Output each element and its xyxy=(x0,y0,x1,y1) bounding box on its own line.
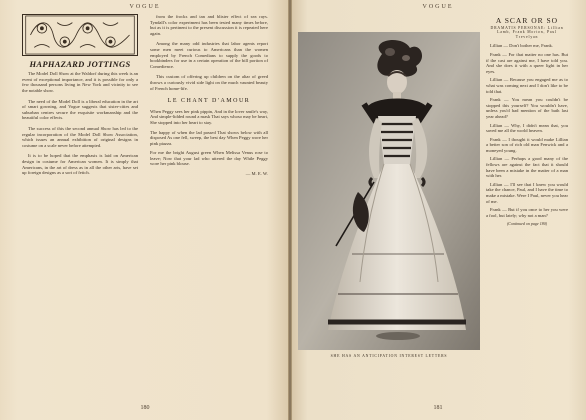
section-title: HAPHAZARD JOTTINGS xyxy=(29,58,131,69)
paragraph: Frank — I thought it would make Lillian a better son of rich old man Fenwick and a moneyed young. xyxy=(486,136,568,153)
paragraph: This custom of offering up children on the altar of greed throws a curiously vivid side light on the much vaunted beauty of French home-life. xyxy=(150,74,268,91)
continued-note: (Continued on page 180) xyxy=(506,221,548,227)
paragraph: Lillian — Don't bother me, Frank. xyxy=(490,43,553,49)
paragraph: Among the many odd industries that labor agents report some men meet curious to Americans than the women employed by French Comedians to supply the goods to bookbinders for use in a certain operation of the bill portion of Comedience. xyxy=(150,41,268,69)
paragraph: Frank — You mean you couldn't be stopped this yourself? You wouldn't have, unless you'd had mention of the bath last year ahead? xyxy=(486,97,568,119)
fashion-portrait-image xyxy=(298,32,480,350)
paragraph: The need of the Model Doll is a liberal education in the art of smart gowning, and Vogue suggests that sister-cities and suburban centres secure the exquisite workmanship and the beautiful color effects. xyxy=(22,98,138,121)
paragraph: Lillian — I'll see that I knew you would take the chance, Paul, and I have the time to make a mistake. Were I Paul, never you hear of me. xyxy=(486,181,568,204)
paragraph: The Model Doll Show at the Waldorf during this week is an event of exceptional importance, and it is possible for only a few thousand persons living in New York and vicinity to see the notable show. xyxy=(22,71,138,93)
poem-signature: — M. E. W. xyxy=(245,171,268,177)
page-number-right: 181 xyxy=(433,405,443,411)
story-subtitle: DRAMATIS PERSONAE: Lillian Lamb, Frank Morton, Paul Trevelyan xyxy=(490,25,564,39)
left-column-b xyxy=(150,14,268,177)
paragraph: Frank — For that matter no one has. But if the cast are against me, I have told you. And she does it with a queer light in her eyes. xyxy=(486,51,568,74)
photo-caption: SHE HAS AN ANTICIPATION INTEREST LETTERS xyxy=(330,354,448,358)
paragraph: The success of this the second annual Show has led to the regular incorporation of the Model Doll Show Association, which issues an annual exhibition of original designs in costume on a scale never before attempted. xyxy=(22,125,138,148)
page-number-left: 180 xyxy=(140,405,150,411)
paragraph: Lillian — Because you engaged me as to what was coming next and I don't like to be told that. xyxy=(486,77,568,94)
book-gutter xyxy=(288,0,292,420)
running-head-right: VOGUE xyxy=(422,4,454,10)
running-head-left: VOGUE xyxy=(129,4,161,10)
ornamental-header-image xyxy=(22,14,138,56)
poem-stanza: When Peggy sees her pink pippin, And in the lover smile's way, And simple-lidded round a mask That says whoso may be heart, She stopped into her heart to stay. xyxy=(150,108,268,125)
paragraph: Lillian — Perhaps a good many of the fellows are against the fact that it should have been a mistake in the matter of a man with her. xyxy=(486,156,568,179)
paragraph: It is to be hoped that the emphasis is laid on American design in costume for American women. It is simply that Americans, in the art of dress as in all the other arts, have set up foreign designs as a sort of fetich. xyxy=(22,153,138,176)
poem-title: LE CHANT D'AMOUR xyxy=(167,98,251,105)
poem-stanza: The happy of when the lad passed That shows below with all disposed As one fell, sweep, the best day When Peggy wore her pink piazza. xyxy=(150,129,268,146)
paragraph: Lillian — Why, I didn't mean that, you saved me all the world heaven. xyxy=(486,122,568,134)
poem xyxy=(150,99,268,177)
right-page xyxy=(290,0,586,420)
left-page xyxy=(0,0,290,420)
story-title: A SCAR OR SO xyxy=(495,16,559,25)
story-column xyxy=(486,14,568,227)
paragraph: Frank — But if you once to her you were a fool, but lately; why not a man? xyxy=(486,207,568,218)
poem-stanza: For me the bright August green When Melissa Venus rose to leave; Now that your lad who uttered the day While Peggy wore her pink blouse. xyxy=(150,150,268,167)
left-column-a xyxy=(22,14,138,181)
paragraph: from the frocks and tan and blister effect of sea rays. Tyndall's color experiment has been tested many times before, but as it is pertinent to the present discussion it is repeated here again. xyxy=(150,14,268,36)
